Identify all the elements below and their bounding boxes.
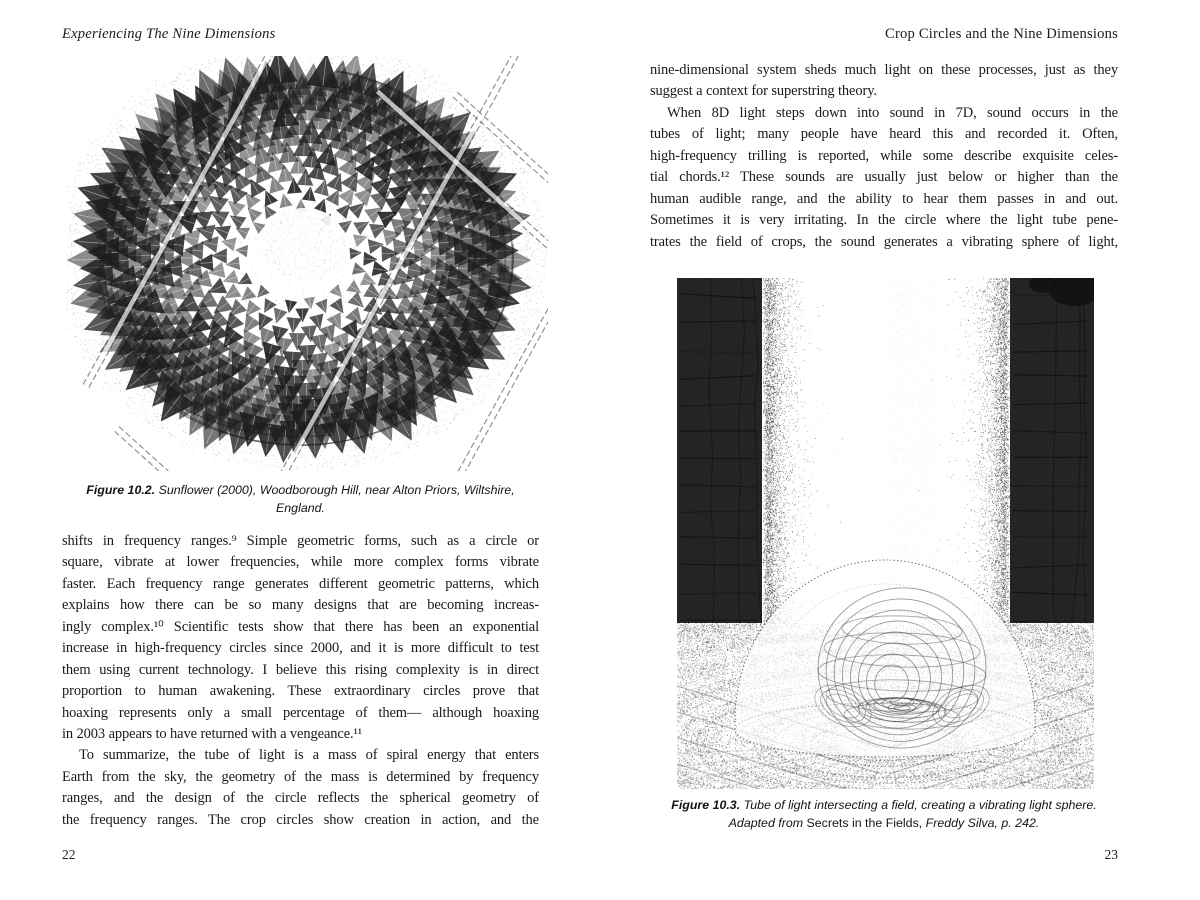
text-line: trates the field of crops, the sound generates a vibrating sphere of light,: [650, 233, 1118, 250]
figure-10-2-caption: [62, 481, 539, 517]
paragraph: [62, 745, 539, 831]
text-line: nine-dimensional system sheds much light on these processes, just as they: [650, 62, 1118, 78]
text-line: square, vibrate at lower frequencies, while more complex forms vibrate: [62, 554, 539, 571]
paragraph: [62, 531, 539, 745]
text-line: explains how there can be so many designs that are becoming increas-: [62, 597, 539, 614]
figure-10-3-caption-line1: [650, 796, 1118, 814]
text-line: Earth from the sky, the geometry of the mass is determined by frequency: [62, 768, 539, 785]
paragraph: [650, 60, 1118, 103]
figure-10-2-label: Figure 10.2.: [86, 483, 156, 497]
figure-10-3-caption-line2: [650, 814, 1118, 832]
figure-10-3-caption-text: Tube of light intersecting a field, creating a vibrating light sphere.: [743, 798, 1097, 812]
text-line: faster. Each frequency range generates different geometric patterns, which: [62, 575, 539, 592]
figure-10-2-caption-text: Sunflower (2000), Woodborough Hill, near Alton Priors, Wiltshire, England.: [158, 483, 515, 515]
text-line: When 8D light steps down into sound in 7D, sound occurs in the: [667, 104, 1118, 121]
figure-10-3-adapted-from: Adapted from: [728, 816, 807, 830]
body-text-left: [62, 531, 539, 831]
figure-10-3-caption: [650, 796, 1118, 832]
text-line: in 2003 appears to have returned with a vengeance.¹¹: [62, 725, 362, 742]
text-line: tubes of light; many people have heard this and recorded it. Often,: [650, 126, 1118, 143]
text-line: the frequency ranges. The crop circles show creation in action, and the: [62, 811, 539, 828]
body-text-right: [650, 60, 1118, 253]
text-line: shifts in frequency ranges.⁹ Simple geometric forms, such as a circle or: [62, 533, 539, 549]
figure-10-2-sunflower-crop-circle-image: [66, 56, 548, 471]
text-line: tial chords.¹² These sounds are usually just below or higher than the: [650, 169, 1118, 186]
text-line: proportion to human awakening. These extraordinary circles prove that: [62, 683, 539, 700]
page-number-left: 22: [62, 847, 76, 862]
text-line: increase in high-frequency circles since 2000, and it is more difficult to test: [62, 640, 539, 657]
running-head-left: Experiencing The Nine Dimensions: [62, 26, 276, 42]
text-line: ranges, and the design of the circle reflects the spherical geometry of: [62, 790, 539, 807]
text-line: hoaxing represents only a small percentage of them— although hoaxing: [62, 704, 539, 721]
text-line: suggest a context for superstring theory.: [650, 83, 877, 100]
paragraph: [650, 103, 1118, 253]
text-line: them using current technology. I believe this rising complexity is in direct: [62, 661, 539, 678]
figure-10-3-tube-of-light-image: [677, 278, 1094, 789]
figure-10-3-label: Figure 10.3.: [671, 798, 741, 812]
text-line: high-frequency trilling is reported, while some describe exquisite celes-: [650, 147, 1118, 164]
figure-10-3-credit: Freddy Silva, p. 242.: [922, 816, 1040, 830]
text-line: ingly complex.¹⁰ Scientific tests show that there has been an exponential: [62, 618, 539, 635]
figure-10-3-book-title: Secrets in the Fields,: [806, 816, 923, 830]
page-number-right: 23: [1104, 847, 1118, 862]
text-line: human audible range, and the ability to hear them passes in and out.: [650, 190, 1118, 207]
text-line: To summarize, the tube of light is a mass of spiral energy that enters: [79, 747, 539, 764]
running-head-right: Crop Circles and the Nine Dimensions: [885, 26, 1118, 42]
text-line: Sometimes it is very irritating. In the circle where the light tube pene-: [650, 212, 1118, 229]
